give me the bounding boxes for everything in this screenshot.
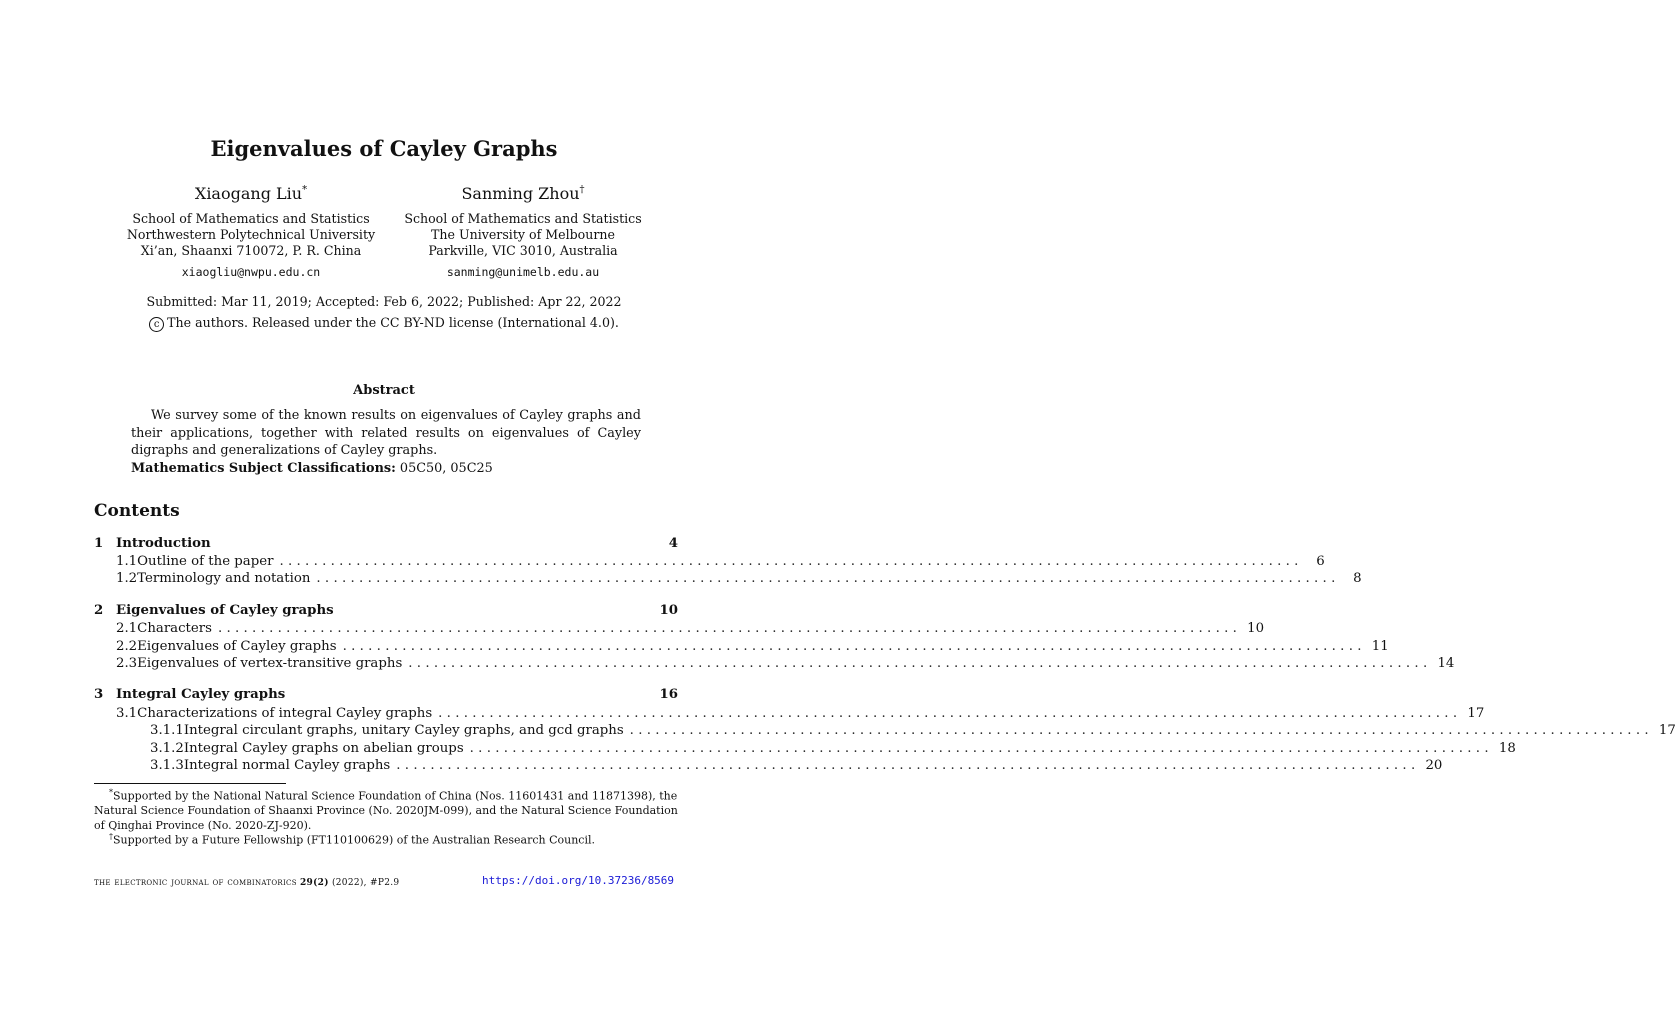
toc-entry[interactable] — [94, 723, 1676, 741]
toc-number: 2.3 — [116, 656, 138, 671]
toc-label: Characters — [137, 621, 212, 636]
msc-label: Mathematics Subject Classifications: — [131, 461, 396, 476]
license-text: The authors. Released under the CC BY-ND license (International 4.0). — [167, 315, 619, 330]
toc-page: 20 — [1425, 758, 1443, 773]
toc-leader: ........................................................................................................................ — [438, 706, 1462, 721]
toc-number: 3.1 — [116, 706, 138, 721]
toc-page: 10 — [1247, 621, 1265, 636]
author-affiliation-line: Xi’an, Shaanxi 710072, P. R. China — [140, 243, 362, 258]
journal-year-article: (2022), #P2.9 — [331, 878, 400, 888]
toc-entry[interactable] — [94, 758, 1443, 776]
toc-leader: ........................................................................................................................ — [279, 554, 1303, 569]
author-affiliation-line: School of Mathematics and Statistics — [404, 211, 642, 226]
toc-page: 17 — [1658, 723, 1676, 738]
toc-label: Eigenvalues of Cayley graphs — [137, 639, 337, 654]
msc-line — [131, 461, 493, 476]
license-line — [0, 313, 768, 333]
toc-leader: ........................................................................................................................ — [342, 639, 1366, 654]
journal-name: the electronic journal of combinatorics — [94, 876, 297, 888]
toc-leader: ........................................................................................................................ — [629, 723, 1653, 738]
toc-entry[interactable] — [94, 554, 1325, 572]
toc-page: 4 — [668, 536, 678, 551]
footnote-2: †Supported by a Future Fellowship (FT110100629) of the Australian Research Council. — [109, 832, 595, 847]
paper-title: Eigenvalues of Cayley Graphs — [210, 136, 558, 161]
author-email[interactable]: xiaogliu@nwpu.edu.cn — [181, 265, 321, 279]
toc-label: Integral normal Cayley graphs — [183, 758, 391, 773]
journal-citation — [94, 876, 399, 888]
footnote-1: *Supported by the National Natural Science Foundation of China (Nos. 11601431 and 11871398), the Natural Science Foundation of Shaanxi Province (No. 2020JM-099), and the Natural Science Foundation of Qinghai Province (No. 2020-ZJ-920). — [94, 788, 678, 832]
toc-number: 1 — [94, 536, 104, 551]
author-affiliation-line: Northwestern Polytechnical University — [126, 227, 376, 242]
journal-volume: 29(2) — [299, 878, 329, 888]
toc-number: 3.1.1 — [150, 723, 184, 738]
toc-entry[interactable] — [94, 536, 678, 554]
toc-page: 18 — [1498, 741, 1516, 756]
toc-leader: ........................................................................................................................ — [469, 741, 1493, 756]
publication-dates: Submitted: Mar 11, 2019; Accepted: Feb 6, 2022; Published: Apr 22, 2022 — [146, 294, 622, 309]
toc-label: Introduction — [116, 536, 211, 551]
toc-page: 6 — [1316, 554, 1325, 569]
toc-label: Characterizations of integral Cayley graphs — [137, 706, 433, 721]
toc-entry[interactable] — [94, 706, 1485, 724]
author-email[interactable]: sanming@unimelb.edu.au — [446, 265, 600, 279]
toc-leader: ........................................................................................................................ — [408, 656, 1432, 671]
toc-label: Terminology and notation — [137, 571, 311, 586]
toc-page: 14 — [1437, 656, 1455, 671]
toc-entry[interactable] — [94, 639, 1389, 657]
toc-page: 10 — [659, 603, 678, 618]
toc-label: Integral Cayley graphs on abelian groups — [183, 741, 464, 756]
toc-entry[interactable] — [94, 741, 1516, 759]
abstract-heading: Abstract — [353, 383, 415, 398]
toc-number: 2.2 — [116, 639, 138, 654]
author-name: Sanming Zhou† — [461, 184, 585, 203]
toc-leader: ........................................................................................................................ — [396, 758, 1420, 773]
toc-entry[interactable] — [94, 656, 1455, 674]
author-affiliation-line: The University of Melbourne — [431, 227, 615, 242]
author-block-2 — [373, 184, 673, 279]
author-affiliation-line: School of Mathematics and Statistics — [132, 211, 370, 226]
toc-entry[interactable] — [94, 571, 1362, 589]
copyright-icon: c — [149, 317, 164, 332]
footnote-rule — [94, 783, 286, 784]
toc-number: 2 — [94, 603, 104, 618]
abstract-text: We survey some of the known results on eigenvalues of Cayley graphs and their applications, together with related results on eigenvalues of Cayley digraphs and generalizations of Cayley graphs. — [131, 408, 641, 458]
author-affiliation-line: Parkville, VIC 3010, Australia — [428, 243, 618, 258]
toc-label: Eigenvalues of vertex-transitive graphs — [137, 656, 403, 671]
toc-leader: ........................................................................................................................ — [316, 571, 1340, 586]
toc-label: Integral Cayley graphs — [116, 687, 286, 702]
toc-leader: ........................................................................................................................ — [217, 621, 1242, 636]
toc-label: Outline of the paper — [137, 554, 274, 569]
author-name: Xiaogang Liu* — [194, 184, 308, 203]
toc-entry[interactable] — [94, 621, 1265, 639]
toc-number: 1.2 — [116, 571, 138, 586]
toc-page: 16 — [659, 687, 678, 702]
msc-value: 05C50, 05C25 — [399, 461, 493, 476]
toc-number: 3 — [94, 687, 104, 702]
toc-page: 8 — [1353, 571, 1362, 586]
toc-entry[interactable] — [94, 603, 678, 621]
toc-number: 3.1.2 — [150, 741, 184, 756]
toc-number: 3.1.3 — [150, 758, 184, 773]
toc-number: 2.1 — [116, 621, 138, 636]
toc-label: Integral circulant graphs, unitary Cayley graphs, and gcd graphs — [183, 723, 624, 738]
contents-heading: Contents — [94, 501, 180, 521]
toc-page: 11 — [1371, 639, 1389, 654]
toc-page: 17 — [1467, 706, 1485, 721]
doi-link[interactable]: https://doi.org/10.37236/8569 — [482, 874, 675, 887]
author-block-1 — [101, 184, 401, 279]
toc-number: 1.1 — [116, 554, 138, 569]
toc-label: Eigenvalues of Cayley graphs — [116, 603, 334, 618]
toc-entry[interactable] — [94, 687, 678, 705]
